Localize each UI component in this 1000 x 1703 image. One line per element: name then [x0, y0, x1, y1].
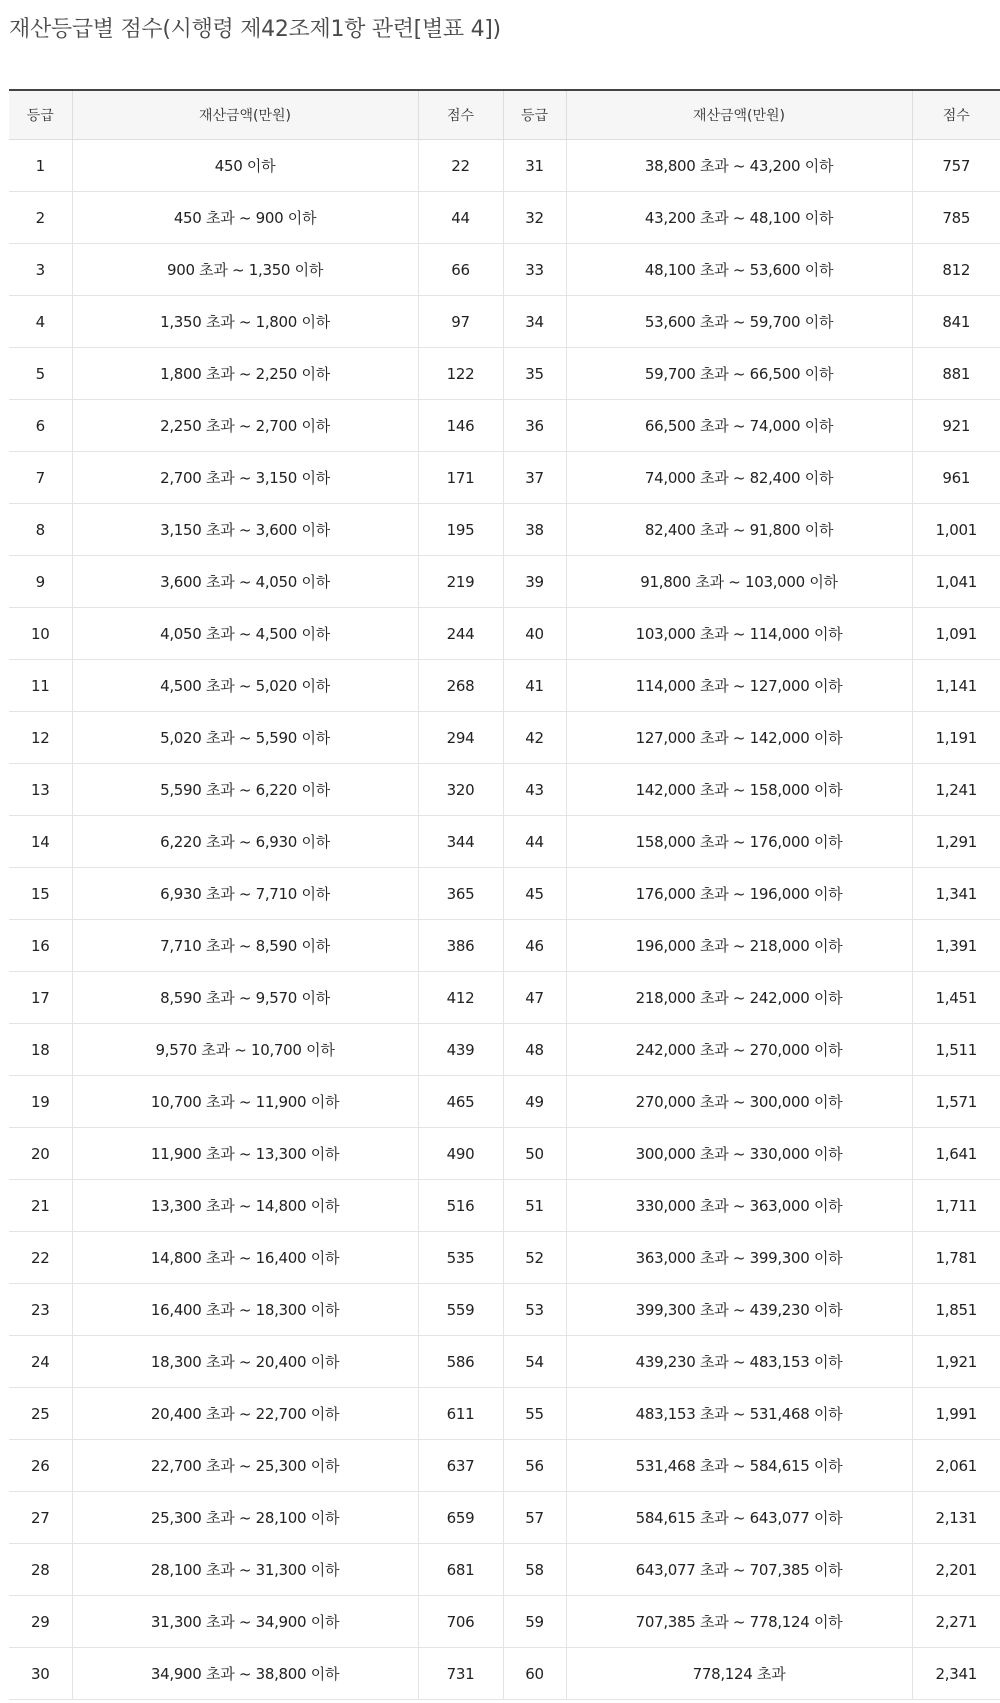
amount-cell: 59,700 초과 ~ 66,500 이하: [566, 348, 912, 400]
score-cell: 1,851: [912, 1284, 1000, 1336]
amount-cell: 18,300 초과 ~ 20,400 이하: [72, 1336, 418, 1388]
amount-cell: 450 이하: [72, 140, 418, 192]
score-cell: 757: [912, 140, 1000, 192]
grade-cell: 8: [9, 504, 72, 556]
grade-cell: 58: [503, 1544, 566, 1596]
amount-cell: 399,300 초과 ~ 439,230 이하: [566, 1284, 912, 1336]
table-header-row: [9, 90, 1000, 140]
score-cell: 1,641: [912, 1128, 1000, 1180]
score-cell: 812: [912, 244, 1000, 296]
grade-cell: 20: [9, 1128, 72, 1180]
grade-cell: 13: [9, 764, 72, 816]
amount-cell: 300,000 초과 ~ 330,000 이하: [566, 1128, 912, 1180]
grade-cell: 47: [503, 972, 566, 1024]
table-row: [9, 400, 1000, 452]
score-cell: 1,291: [912, 816, 1000, 868]
grade-cell: 30: [9, 1648, 72, 1700]
grade-cell: 31: [503, 140, 566, 192]
score-cell: 1,191: [912, 712, 1000, 764]
table-row: [9, 504, 1000, 556]
amount-cell: 13,300 초과 ~ 14,800 이하: [72, 1180, 418, 1232]
grade-cell: 18: [9, 1024, 72, 1076]
score-cell: 1,921: [912, 1336, 1000, 1388]
table-row: [9, 1284, 1000, 1336]
score-cell: 44: [418, 192, 503, 244]
grade-cell: 57: [503, 1492, 566, 1544]
score-cell: 535: [418, 1232, 503, 1284]
table-row: [9, 1180, 1000, 1232]
grade-cell: 59: [503, 1596, 566, 1648]
amount-cell: 3,600 초과 ~ 4,050 이하: [72, 556, 418, 608]
grade-cell: 21: [9, 1180, 72, 1232]
table-row: [9, 920, 1000, 972]
header-amount: 재산금액(만원): [72, 90, 418, 140]
amount-cell: 8,590 초과 ~ 9,570 이하: [72, 972, 418, 1024]
amount-cell: 900 초과 ~ 1,350 이하: [72, 244, 418, 296]
grade-cell: 28: [9, 1544, 72, 1596]
score-cell: 785: [912, 192, 1000, 244]
grade-cell: 44: [503, 816, 566, 868]
score-cell: 244: [418, 608, 503, 660]
amount-cell: 66,500 초과 ~ 74,000 이하: [566, 400, 912, 452]
header-grade: 등급: [503, 90, 566, 140]
header-grade: 등급: [9, 90, 72, 140]
score-cell: 881: [912, 348, 1000, 400]
table-row: [9, 972, 1000, 1024]
score-cell: 1,511: [912, 1024, 1000, 1076]
score-cell: 465: [418, 1076, 503, 1128]
grade-cell: 40: [503, 608, 566, 660]
amount-cell: 9,570 초과 ~ 10,700 이하: [72, 1024, 418, 1076]
amount-cell: 82,400 초과 ~ 91,800 이하: [566, 504, 912, 556]
grade-cell: 48: [503, 1024, 566, 1076]
grade-cell: 36: [503, 400, 566, 452]
amount-cell: 242,000 초과 ~ 270,000 이하: [566, 1024, 912, 1076]
score-cell: 365: [418, 868, 503, 920]
amount-cell: 450 초과 ~ 900 이하: [72, 192, 418, 244]
amount-cell: 584,615 초과 ~ 643,077 이하: [566, 1492, 912, 1544]
amount-cell: 330,000 초과 ~ 363,000 이하: [566, 1180, 912, 1232]
score-cell: 439: [418, 1024, 503, 1076]
score-cell: 1,451: [912, 972, 1000, 1024]
score-cell: 1,141: [912, 660, 1000, 712]
grade-cell: 1: [9, 140, 72, 192]
table-body: [9, 140, 1000, 1700]
amount-cell: 91,800 초과 ~ 103,000 이하: [566, 556, 912, 608]
grade-cell: 10: [9, 608, 72, 660]
amount-cell: 22,700 초과 ~ 25,300 이하: [72, 1440, 418, 1492]
amount-cell: 218,000 초과 ~ 242,000 이하: [566, 972, 912, 1024]
grade-cell: 9: [9, 556, 72, 608]
score-cell: 841: [912, 296, 1000, 348]
grade-cell: 35: [503, 348, 566, 400]
grade-cell: 14: [9, 816, 72, 868]
grade-cell: 45: [503, 868, 566, 920]
amount-cell: 20,400 초과 ~ 22,700 이하: [72, 1388, 418, 1440]
amount-cell: 1,800 초과 ~ 2,250 이하: [72, 348, 418, 400]
score-cell: 2,271: [912, 1596, 1000, 1648]
score-cell: 320: [418, 764, 503, 816]
grade-cell: 32: [503, 192, 566, 244]
amount-cell: 707,385 초과 ~ 778,124 이하: [566, 1596, 912, 1648]
grade-cell: 26: [9, 1440, 72, 1492]
header-score: 점수: [418, 90, 503, 140]
grade-cell: 50: [503, 1128, 566, 1180]
score-cell: 1,991: [912, 1388, 1000, 1440]
amount-cell: 16,400 초과 ~ 18,300 이하: [72, 1284, 418, 1336]
table-row: [9, 1440, 1000, 1492]
amount-cell: 48,100 초과 ~ 53,600 이하: [566, 244, 912, 296]
amount-cell: 158,000 초과 ~ 176,000 이하: [566, 816, 912, 868]
amount-cell: 114,000 초과 ~ 127,000 이하: [566, 660, 912, 712]
score-cell: 2,201: [912, 1544, 1000, 1596]
score-cell: 2,061: [912, 1440, 1000, 1492]
grade-cell: 34: [503, 296, 566, 348]
grade-cell: 23: [9, 1284, 72, 1336]
grade-cell: 27: [9, 1492, 72, 1544]
table-row: [9, 1648, 1000, 1700]
table-row: [9, 296, 1000, 348]
grade-cell: 2: [9, 192, 72, 244]
amount-cell: 2,250 초과 ~ 2,700 이하: [72, 400, 418, 452]
score-cell: 961: [912, 452, 1000, 504]
score-cell: 611: [418, 1388, 503, 1440]
amount-cell: 5,020 초과 ~ 5,590 이하: [72, 712, 418, 764]
score-cell: 1,091: [912, 608, 1000, 660]
table-row: [9, 1128, 1000, 1180]
amount-cell: 196,000 초과 ~ 218,000 이하: [566, 920, 912, 972]
score-cell: 66: [418, 244, 503, 296]
score-cell: 219: [418, 556, 503, 608]
grade-cell: 43: [503, 764, 566, 816]
grade-cell: 25: [9, 1388, 72, 1440]
table-row: [9, 764, 1000, 816]
score-cell: 706: [418, 1596, 503, 1648]
property-score-table: [9, 89, 1000, 1700]
grade-cell: 37: [503, 452, 566, 504]
amount-cell: 176,000 초과 ~ 196,000 이하: [566, 868, 912, 920]
score-cell: 1,711: [912, 1180, 1000, 1232]
score-cell: 122: [418, 348, 503, 400]
grade-cell: 24: [9, 1336, 72, 1388]
score-cell: 1,391: [912, 920, 1000, 972]
table-row: [9, 608, 1000, 660]
grade-cell: 56: [503, 1440, 566, 1492]
table-row: [9, 1596, 1000, 1648]
grade-cell: 17: [9, 972, 72, 1024]
amount-cell: 74,000 초과 ~ 82,400 이하: [566, 452, 912, 504]
table-row: [9, 192, 1000, 244]
table-row: [9, 1544, 1000, 1596]
page-title: 재산등급별 점수(시행령 제42조제1항 관련[별표 4]): [9, 17, 501, 42]
table-row: [9, 1076, 1000, 1128]
grade-cell: 49: [503, 1076, 566, 1128]
amount-cell: 14,800 초과 ~ 16,400 이하: [72, 1232, 418, 1284]
score-cell: 294: [418, 712, 503, 764]
table-row: [9, 868, 1000, 920]
score-cell: 1,041: [912, 556, 1000, 608]
score-cell: 586: [418, 1336, 503, 1388]
amount-cell: 270,000 초과 ~ 300,000 이하: [566, 1076, 912, 1128]
table-row: [9, 712, 1000, 764]
amount-cell: 1,350 초과 ~ 1,800 이하: [72, 296, 418, 348]
grade-cell: 22: [9, 1232, 72, 1284]
table-row: [9, 348, 1000, 400]
amount-cell: 531,468 초과 ~ 584,615 이하: [566, 1440, 912, 1492]
score-cell: 22: [418, 140, 503, 192]
table-row: [9, 1492, 1000, 1544]
amount-cell: 363,000 초과 ~ 399,300 이하: [566, 1232, 912, 1284]
score-cell: 1,001: [912, 504, 1000, 556]
amount-cell: 7,710 초과 ~ 8,590 이하: [72, 920, 418, 972]
score-cell: 681: [418, 1544, 503, 1596]
score-cell: 386: [418, 920, 503, 972]
grade-cell: 6: [9, 400, 72, 452]
table-row: [9, 244, 1000, 296]
score-cell: 637: [418, 1440, 503, 1492]
score-cell: 921: [912, 400, 1000, 452]
grade-cell: 29: [9, 1596, 72, 1648]
grade-cell: 15: [9, 868, 72, 920]
grade-cell: 19: [9, 1076, 72, 1128]
score-cell: 731: [418, 1648, 503, 1700]
amount-cell: 3,150 초과 ~ 3,600 이하: [72, 504, 418, 556]
grade-cell: 54: [503, 1336, 566, 1388]
amount-cell: 439,230 초과 ~ 483,153 이하: [566, 1336, 912, 1388]
score-cell: 1,781: [912, 1232, 1000, 1284]
table-row: [9, 452, 1000, 504]
header-amount: 재산금액(만원): [566, 90, 912, 140]
header-score: 점수: [912, 90, 1000, 140]
grade-cell: 39: [503, 556, 566, 608]
score-cell: 2,341: [912, 1648, 1000, 1700]
score-cell: 195: [418, 504, 503, 556]
table-row: [9, 660, 1000, 712]
score-cell: 412: [418, 972, 503, 1024]
grade-cell: 42: [503, 712, 566, 764]
score-cell: 97: [418, 296, 503, 348]
amount-cell: 5,590 초과 ~ 6,220 이하: [72, 764, 418, 816]
amount-cell: 28,100 초과 ~ 31,300 이하: [72, 1544, 418, 1596]
amount-cell: 6,220 초과 ~ 6,930 이하: [72, 816, 418, 868]
score-cell: 268: [418, 660, 503, 712]
table-row: [9, 1336, 1000, 1388]
score-cell: 1,241: [912, 764, 1000, 816]
amount-cell: 25,300 초과 ~ 28,100 이하: [72, 1492, 418, 1544]
grade-cell: 7: [9, 452, 72, 504]
table-row: [9, 140, 1000, 192]
grade-cell: 5: [9, 348, 72, 400]
grade-cell: 52: [503, 1232, 566, 1284]
amount-cell: 43,200 초과 ~ 48,100 이하: [566, 192, 912, 244]
amount-cell: 483,153 초과 ~ 531,468 이하: [566, 1388, 912, 1440]
table-row: [9, 1232, 1000, 1284]
amount-cell: 142,000 초과 ~ 158,000 이하: [566, 764, 912, 816]
score-cell: 146: [418, 400, 503, 452]
amount-cell: 10,700 초과 ~ 11,900 이하: [72, 1076, 418, 1128]
grade-cell: 51: [503, 1180, 566, 1232]
table-row: [9, 1388, 1000, 1440]
grade-cell: 41: [503, 660, 566, 712]
score-cell: 1,571: [912, 1076, 1000, 1128]
grade-cell: 53: [503, 1284, 566, 1336]
amount-cell: 4,050 초과 ~ 4,500 이하: [72, 608, 418, 660]
amount-cell: 127,000 초과 ~ 142,000 이하: [566, 712, 912, 764]
table-row: [9, 816, 1000, 868]
score-cell: 516: [418, 1180, 503, 1232]
amount-cell: 778,124 초과: [566, 1648, 912, 1700]
grade-cell: 46: [503, 920, 566, 972]
amount-cell: 34,900 초과 ~ 38,800 이하: [72, 1648, 418, 1700]
grade-cell: 12: [9, 712, 72, 764]
grade-cell: 16: [9, 920, 72, 972]
amount-cell: 2,700 초과 ~ 3,150 이하: [72, 452, 418, 504]
score-cell: 344: [418, 816, 503, 868]
grade-cell: 60: [503, 1648, 566, 1700]
amount-cell: 4,500 초과 ~ 5,020 이하: [72, 660, 418, 712]
amount-cell: 643,077 초과 ~ 707,385 이하: [566, 1544, 912, 1596]
score-cell: 559: [418, 1284, 503, 1336]
score-cell: 490: [418, 1128, 503, 1180]
table-row: [9, 1024, 1000, 1076]
grade-cell: 38: [503, 504, 566, 556]
score-cell: 1,341: [912, 868, 1000, 920]
amount-cell: 11,900 초과 ~ 13,300 이하: [72, 1128, 418, 1180]
grade-cell: 33: [503, 244, 566, 296]
score-cell: 2,131: [912, 1492, 1000, 1544]
table-row: [9, 556, 1000, 608]
amount-cell: 6,930 초과 ~ 7,710 이하: [72, 868, 418, 920]
amount-cell: 103,000 초과 ~ 114,000 이하: [566, 608, 912, 660]
grade-cell: 55: [503, 1388, 566, 1440]
grade-cell: 4: [9, 296, 72, 348]
amount-cell: 38,800 초과 ~ 43,200 이하: [566, 140, 912, 192]
amount-cell: 31,300 초과 ~ 34,900 이하: [72, 1596, 418, 1648]
amount-cell: 53,600 초과 ~ 59,700 이하: [566, 296, 912, 348]
score-cell: 659: [418, 1492, 503, 1544]
grade-cell: 11: [9, 660, 72, 712]
score-cell: 171: [418, 452, 503, 504]
grade-cell: 3: [9, 244, 72, 296]
